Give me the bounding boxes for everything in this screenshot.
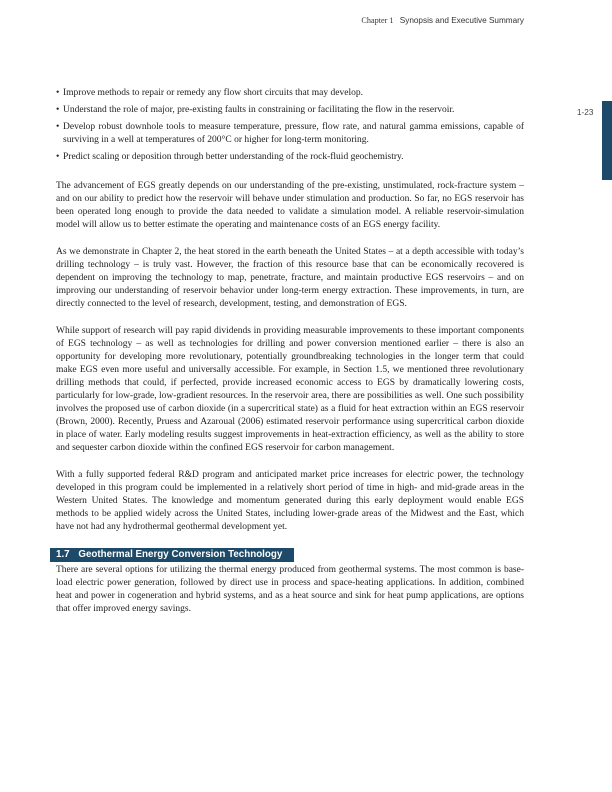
list-item [56, 104, 524, 117]
bullet-text: Predict scaling or deposition through better understanding of the rock-fluid geochemistry. [63, 152, 404, 162]
bullet-icon: • [56, 105, 60, 115]
chapter-title: Synopsis and Executive Summary [399, 16, 524, 25]
bullet-icon: • [56, 88, 60, 98]
list-item [56, 121, 524, 147]
section-number: 1.7 [56, 549, 70, 560]
list-item [56, 87, 524, 100]
bullet-icon: • [56, 152, 60, 162]
bullet-text: Understand the role of major, pre-existing faults in constraining or facilitating the flow in the reservoir. [63, 105, 455, 115]
chapter-label: Chapter 1 [361, 16, 394, 25]
running-header [361, 16, 524, 25]
section-heading [50, 548, 294, 562]
page-body [56, 87, 524, 630]
paragraph: As we demonstrate in Chapter 2, the heat stored in the earth beneath the United States – at a depth accessible with today’s drilling technology – is truly vast. However, the fraction of this resource base that can be economically recovered is dependent on improving the technology to map, penetrate, fracture, and maintain productive EGS reservoirs – and on improving our understanding of reservoir behavior under long-term energy extraction. These improvements, in turn, are directly connected to the level of research, development, testing, and demonstration of EGS. [56, 247, 524, 309]
list-item [56, 151, 524, 164]
paragraph: The advancement of EGS greatly depends on our understanding of the pre-existing, unstimulated, rock-fracture system – and on our ability to predict how the reservoir will behave under stimulation and production. So far, no EGS reservoir has been operated long enough to provide the data needed to validate a simulation model. A reliable reservoir-simulation model will allow us to better estimate the operating and maintenance costs of an EGS energy facility. [56, 181, 524, 230]
paragraph: With a fully supported federal R&D program and anticipated market price increases for electric power, the technology developed in this program could be implemented in a relatively short period of time in high- and mid-grade areas in the Western United States. The knowledge and momentum generated during this early deployment would enable EGS methods to be applied widely across the United States, including lower-grade areas of the Midwest and the East, which have not had any hydrothermal geothermal development yet. [56, 470, 524, 532]
page-number: 1-23 [577, 108, 594, 117]
section-title: Geothermal Energy Conversion Technology [78, 549, 283, 560]
bullet-text: Develop robust downhole tools to measure temperature, pressure, flow rate, and natural gamma emissions, capable of surviving in a well at temperatures of 200°C or higher for long-term monitoring. [63, 122, 524, 145]
bullet-text: Improve methods to repair or remedy any flow short circuits that may develop. [63, 88, 363, 98]
bullet-list [56, 87, 524, 164]
paragraph: While support of research will pay rapid dividends in providing measurable improvements to these important components of EGS technology – as well as technologies for drilling and power conversion mentioned earlier – there is also an opportunity for developing more revolutionary, potentially groundbreaking technologies in the longer term that could make EGS even more useful and universally accessible. For example, in Section 1.5, we mentioned three revolutionary drilling methods that could, if perfected, provide increased economic access to EGS by dramatically lowering costs, particularly for low-grade, low-gradient resources. In the reservoir area, there are possibilities as well. One such possibility involves the proposed use of carbon dioxide (in a supercritical state) as a fluid for heat extraction within an EGS reservoir (Brown, 2000). Recently, Pruess and Azaroual (2006) estimated reservoir performance using supercritical carbon dioxide in place of water. Early modeling results suggest improvements in heat-extraction efficiency, as well as the ability to store and sequester carbon dioxide within the confined EGS reservoir for carbon management. [56, 326, 524, 453]
bullet-icon: • [56, 122, 60, 132]
section-paragraph: There are several options for utilizing the thermal energy produced from geothermal systems. The most common is base-load electric power generation, followed by direct use in process and space-heating applications. In addition, combined heat and power in cogeneration and hybrid systems, and as a heat source and sink for heat pump applications, are options that offer improved energy savings. [56, 565, 524, 614]
chapter-side-tab [602, 101, 612, 180]
